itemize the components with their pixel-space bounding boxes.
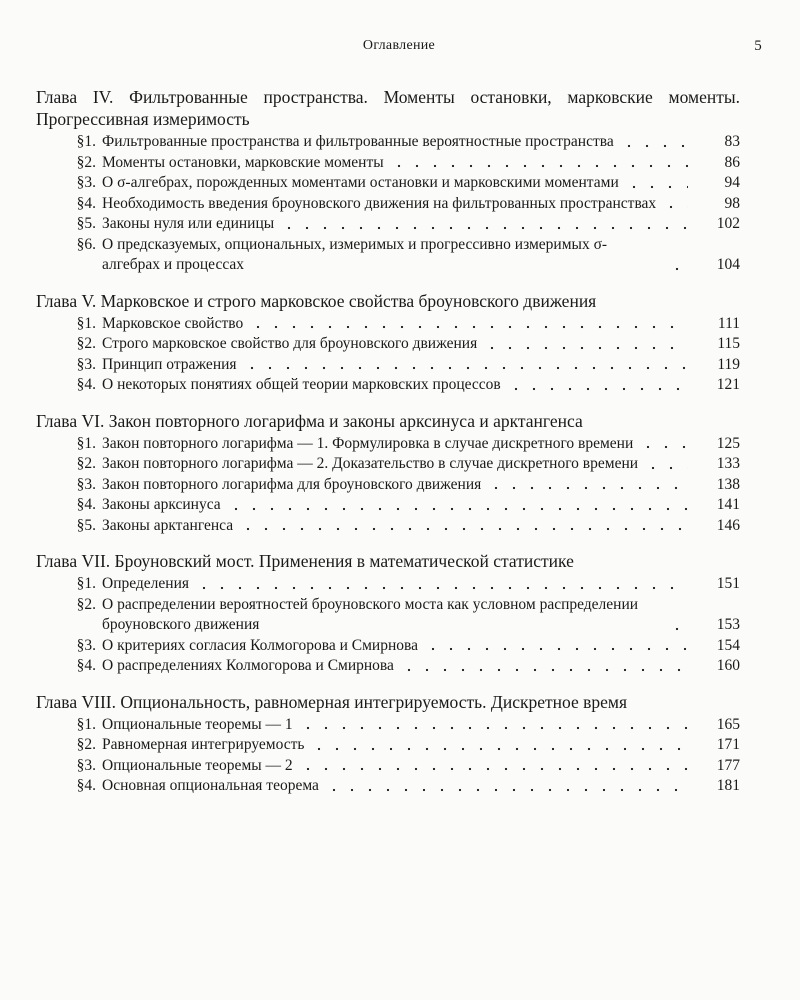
dot-leader: [424, 637, 688, 651]
section-title: Принцип отражения: [102, 355, 237, 373]
section-title: Закон повторного логарифма — 2. Доказательство в случае дискретного времени: [102, 455, 639, 472]
toc-entry[interactable]: [36, 153, 740, 174]
section-body: [102, 214, 740, 235]
section-page-number: 115: [717, 335, 740, 352]
dot-leader: [668, 257, 688, 271]
toc-entry[interactable]: [36, 454, 740, 475]
section-page-number: 151: [716, 575, 740, 592]
dot-leader: [239, 517, 688, 531]
dot-leader: [507, 377, 688, 391]
toc-entry[interactable]: [36, 516, 740, 537]
section-number: §2.: [76, 335, 96, 352]
toc-entry[interactable]: [36, 375, 740, 396]
section-body: [102, 735, 740, 756]
toc-entry[interactable]: [36, 636, 740, 657]
chapter-title[interactable]: Глава VIII. Опциональность, равномерная интегрируемость. Дискретное время: [36, 691, 628, 712]
section-title: Опциональные теоремы — 2: [102, 756, 293, 774]
dot-leader: [625, 175, 688, 189]
section-number: §4.: [76, 496, 96, 513]
section-title: О распределении вероятностей броуновского моста как условном распределении броуновского движения: [102, 595, 639, 633]
section-body: [102, 235, 740, 276]
section-page-number: 160: [716, 657, 740, 674]
section-title: Закон повторного логарифма — 1. Формулировка в случае дискретного времени: [102, 434, 634, 452]
section-page-number: 133: [716, 455, 740, 472]
section-body: [102, 194, 740, 215]
section-title: Моменты остановки, марковские моменты: [102, 153, 384, 171]
section-number: §5.: [76, 215, 96, 232]
section-page-number: 165: [716, 715, 740, 733]
section-number: §6.: [76, 235, 96, 253]
section-number: §4.: [76, 657, 96, 674]
section-title: Законы арктангенса: [102, 516, 234, 534]
dot-leader: [325, 778, 688, 792]
toc-entry[interactable]: [36, 132, 740, 153]
dot-leader: [299, 716, 688, 730]
toc-entry[interactable]: [36, 656, 740, 677]
section-number: §1.: [76, 715, 96, 733]
toc-entry[interactable]: [36, 214, 740, 235]
section-title: Закон повторного логарифма для броуновского движения: [102, 475, 482, 493]
section-body: [102, 475, 740, 496]
section-body: [102, 153, 740, 174]
toc-entry[interactable]: [36, 235, 740, 276]
chapter-title[interactable]: Глава VI. Закон повторного логарифма и законы арксинуса и арктангенса: [36, 410, 583, 431]
section-page-number: 98: [724, 194, 740, 212]
section-number: §1.: [76, 575, 96, 592]
section-page-number: 104: [716, 256, 740, 273]
section-body: [102, 574, 740, 595]
dot-leader: [310, 737, 688, 751]
section-page-number: 111: [717, 314, 740, 332]
toc-chapter: [36, 86, 740, 276]
section-page-number: 177: [716, 756, 740, 774]
running-head: [36, 38, 762, 58]
table-of-contents: [36, 86, 740, 811]
section-title: Марковское свойство: [102, 314, 244, 332]
toc-entry[interactable]: [36, 756, 740, 777]
section-page-number: 86: [724, 153, 740, 171]
toc-entry[interactable]: [36, 314, 740, 335]
section-page-number: 119: [717, 355, 740, 373]
section-title: Законы нуля или единицы: [102, 215, 275, 232]
section-body: [102, 454, 740, 475]
section-number: §3.: [76, 756, 96, 774]
toc-chapter: [36, 290, 740, 396]
toc-entry[interactable]: [36, 434, 740, 455]
toc-chapter: [36, 410, 740, 537]
section-number: §4.: [76, 194, 96, 212]
section-page-number: 94: [724, 174, 740, 191]
section-number: §3.: [76, 475, 96, 493]
section-page-number: 153: [716, 616, 740, 633]
section-number: §2.: [76, 736, 96, 753]
section-page-number: 181: [716, 777, 740, 794]
section-number: §2.: [76, 595, 96, 613]
section-title: Равномерная интегрируемость: [102, 736, 305, 753]
page-number: 5: [754, 38, 762, 54]
chapter-title[interactable]: Глава V. Марковское и строго марковское свойства броуновского движения: [36, 290, 597, 311]
section-page-number: 146: [716, 516, 740, 534]
dot-leader: [299, 757, 688, 771]
section-title: О σ-алгебрах, порожденных моментами остановки и марковскими моментами: [102, 174, 619, 191]
toc-entry[interactable]: [36, 495, 740, 516]
section-number: §3.: [76, 636, 96, 654]
toc-entry[interactable]: [36, 355, 740, 376]
dot-leader: [249, 315, 688, 329]
section-title: Фильтрованные пространства и фильтрованные вероятностные пространства: [102, 133, 614, 150]
section-body: [102, 595, 740, 636]
running-head-title: Оглавление: [362, 38, 436, 53]
section-number: §2.: [76, 455, 96, 472]
section-body: [102, 434, 740, 455]
section-number: §3.: [76, 174, 96, 191]
toc-entry[interactable]: [36, 334, 740, 355]
section-body: [102, 173, 740, 194]
section-body: [102, 756, 740, 777]
section-title: О предсказуемых, опциональных, измеримых и прогрессивно измеримых σ-алгебрах и процессах: [102, 235, 608, 273]
dot-leader: [280, 216, 688, 230]
toc-entry[interactable]: [36, 574, 740, 595]
dot-leader: [644, 456, 688, 470]
dot-leader: [195, 576, 688, 590]
section-body: [102, 495, 740, 516]
section-title: О критериях согласия Колмогорова и Смирнова: [102, 636, 418, 654]
dot-leader: [483, 336, 688, 350]
section-title: О некоторых понятиях общей теории марковских процессов: [102, 376, 501, 393]
toc-entry[interactable]: [36, 173, 740, 194]
toc-entry[interactable]: [36, 776, 740, 797]
section-page-number: 83: [724, 133, 740, 150]
toc-entry[interactable]: [36, 735, 740, 756]
section-title: О распределениях Колмогорова и Смирнова: [102, 657, 394, 674]
section-body: [102, 375, 740, 396]
chapter-title[interactable]: Глава IV. Фильтрованные пространства. Моменты остановки, марковские моменты. Прогрессивная измеримость: [36, 87, 740, 129]
section-number: §4.: [76, 777, 96, 794]
section-title: Строго марковское свойство для броуновского движения: [102, 335, 478, 352]
section-body: [102, 776, 740, 797]
toc-chapter: [36, 550, 740, 677]
section-page-number: 138: [716, 475, 740, 493]
section-body: [102, 132, 740, 153]
dot-leader: [668, 617, 688, 631]
section-body: [102, 516, 740, 537]
section-page-number: 125: [716, 434, 740, 452]
section-number: §3.: [76, 355, 96, 373]
chapter-title[interactable]: Глава VII. Броуновский мост. Применения в математической статистике: [36, 551, 574, 571]
section-body: [102, 715, 740, 736]
dot-leader: [243, 356, 688, 370]
section-page-number: 102: [716, 215, 740, 232]
section-number: §1.: [76, 133, 96, 150]
section-body: [102, 314, 740, 335]
dot-leader: [390, 154, 688, 168]
toc-entry[interactable]: [36, 595, 740, 636]
section-page-number: 171: [716, 736, 740, 753]
section-title: Необходимость введения броуновского движения на фильтрованных пространствах: [102, 194, 657, 212]
dot-leader: [227, 497, 688, 511]
section-number: §4.: [76, 376, 96, 393]
section-body: [102, 355, 740, 376]
section-body: [102, 334, 740, 355]
dot-leader: [487, 476, 688, 490]
dot-leader: [662, 195, 688, 209]
dot-leader: [620, 134, 688, 148]
section-title: Законы арксинуса: [102, 496, 221, 513]
section-page-number: 154: [716, 636, 740, 654]
section-page-number: 121: [716, 376, 740, 393]
toc-entry[interactable]: [36, 475, 740, 496]
section-title: Опциональные теоремы — 1: [102, 715, 293, 733]
toc-entry[interactable]: [36, 715, 740, 736]
section-number: §1.: [76, 314, 96, 332]
section-body: [102, 656, 740, 677]
section-number: §5.: [76, 516, 96, 534]
section-title: Определения: [102, 575, 190, 592]
section-number: §2.: [76, 153, 96, 171]
toc-entry[interactable]: [36, 194, 740, 215]
toc-chapter: [36, 691, 740, 797]
section-body: [102, 636, 740, 657]
dot-leader: [639, 435, 688, 449]
section-number: §1.: [76, 434, 96, 452]
dot-leader: [400, 658, 688, 672]
section-title: Основная опциональная теорема: [102, 777, 319, 794]
section-page-number: 141: [716, 496, 740, 513]
